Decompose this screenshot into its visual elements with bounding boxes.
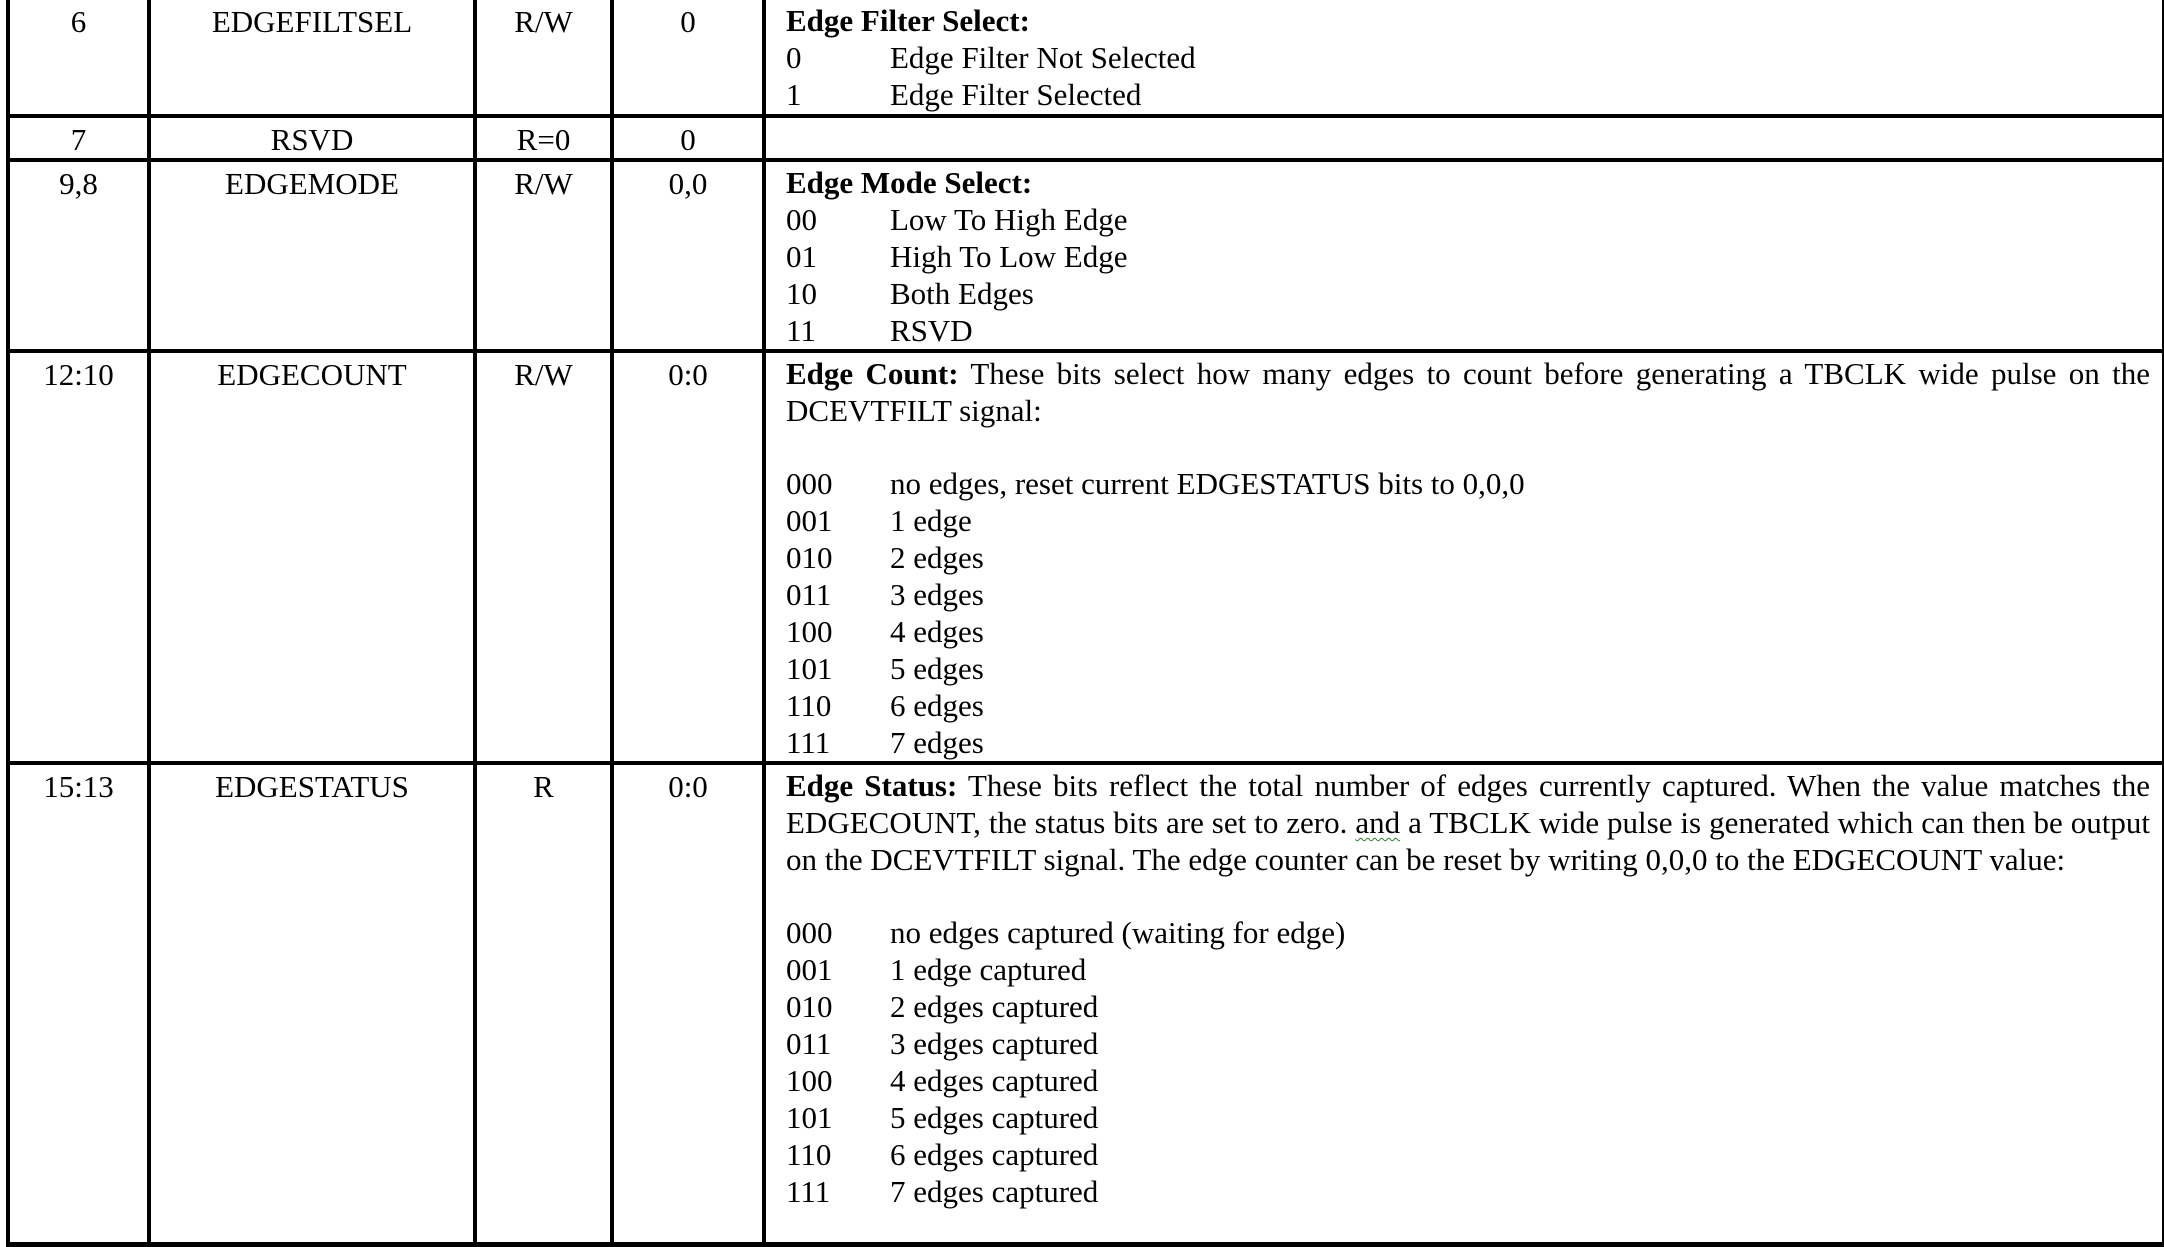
- value-code: 000: [786, 466, 833, 501]
- field-name-cell: EDGEMODE: [149, 160, 475, 351]
- value-meaning: 5 edges captured: [890, 1100, 1099, 1135]
- value-line: [786, 238, 2150, 275]
- value-line: [786, 1062, 2150, 1099]
- value-line: [786, 76, 2150, 113]
- table-row: [8, 160, 2164, 351]
- bit-cell: 7: [8, 116, 149, 160]
- value-meaning: 2 edges: [890, 540, 984, 575]
- table-row: [8, 0, 2164, 116]
- reset-cell: 0,0: [612, 160, 764, 351]
- value-line: [786, 1025, 2150, 1062]
- value-code: 1: [786, 77, 802, 112]
- value-line: [786, 275, 2150, 312]
- value-meaning: 3 edges: [890, 577, 984, 612]
- value-meaning: Both Edges: [890, 276, 1034, 311]
- spacer: [786, 429, 2150, 465]
- value-code: 011: [786, 1026, 832, 1061]
- value-meaning: 7 edges: [890, 725, 984, 760]
- value-meaning: 3 edges captured: [890, 1026, 1099, 1061]
- value-line: [786, 1099, 2150, 1136]
- description-cell: [764, 116, 2164, 160]
- table-row: [8, 116, 2164, 160]
- description-lead: Edge Count:: [786, 356, 959, 391]
- value-code: 101: [786, 1100, 833, 1135]
- field-name-cell: EDGECOUNT: [149, 351, 475, 763]
- table-row: [8, 763, 2164, 1244]
- type-cell: R=0: [475, 116, 612, 160]
- reset-cell: 0:0: [612, 763, 764, 1244]
- value-code: 111: [786, 725, 831, 760]
- value-meaning: no edges captured (waiting for edge): [890, 915, 1346, 950]
- reset-cell: 0: [612, 116, 764, 160]
- value-meaning: Edge Filter Selected: [890, 77, 1142, 112]
- description-cell: [764, 160, 2164, 351]
- value-line: [786, 312, 2150, 349]
- description-cell: [764, 351, 2164, 763]
- value-code: 010: [786, 540, 833, 575]
- value-code: 111: [786, 1174, 831, 1209]
- value-meaning: 1 edge: [890, 503, 972, 538]
- description-text: These bits reflect the total number of edges currently captured. When the value matches the EDGECOUNT, the status bits are set to zero.: [786, 768, 2150, 840]
- value-meaning: 1 edge captured: [890, 952, 1087, 987]
- value-line: [786, 465, 2150, 502]
- value-meaning: 6 edges captured: [890, 1137, 1099, 1172]
- bit-cell: 6: [8, 0, 149, 116]
- value-code: 101: [786, 651, 833, 686]
- value-meaning: Low To High Edge: [890, 202, 1128, 237]
- value-line: [786, 502, 2150, 539]
- value-code: 110: [786, 688, 832, 723]
- value-line: [786, 687, 2150, 724]
- table-row: [8, 351, 2164, 763]
- spacer: [786, 878, 2150, 914]
- field-name-cell: EDGEFILTSEL: [149, 0, 475, 116]
- value-line: [786, 951, 2150, 988]
- description-cell: [764, 0, 2164, 116]
- value-line: [786, 201, 2150, 238]
- grammar-flagged-word: and: [1355, 805, 1401, 840]
- value-code: 11: [786, 313, 816, 348]
- value-meaning: 6 edges: [890, 688, 984, 723]
- value-code: 00: [786, 202, 817, 237]
- description-cell: [764, 763, 2164, 1244]
- value-line: [786, 39, 2150, 76]
- value-line: [786, 650, 2150, 687]
- type-cell: R/W: [475, 351, 612, 763]
- description-text: a TBCLK wide pulse is generated which can then be output on the DCEVTFILT signal. The edge counter can be reset by writing 0,0,0 to the EDGECOUNT value:: [786, 805, 2151, 877]
- description-title: Edge Mode Select:: [786, 165, 1033, 200]
- bit-cell: 9,8: [8, 160, 149, 351]
- reset-cell: 0:0: [612, 351, 764, 763]
- bit-cell: 12:10: [8, 351, 149, 763]
- value-meaning: Edge Filter Not Selected: [890, 40, 1196, 75]
- field-name-cell: EDGESTATUS: [149, 763, 475, 1244]
- value-code: 110: [786, 1137, 832, 1172]
- type-cell: R/W: [475, 0, 612, 116]
- value-code: 011: [786, 577, 832, 612]
- description-title: Edge Filter Select:: [786, 3, 1030, 38]
- type-cell: R: [475, 763, 612, 1244]
- description-text: These bits select how many edges to count before generating a TBCLK wide pulse on the DCEVTFILT signal:: [786, 356, 2150, 428]
- value-code: 0: [786, 40, 802, 75]
- type-cell: R/W: [475, 160, 612, 351]
- value-meaning: 4 edges: [890, 614, 984, 649]
- value-meaning: no edges, reset current EDGESTATUS bits to 0,0,0: [890, 466, 1525, 501]
- value-meaning: 5 edges: [890, 651, 984, 686]
- description-paragraph: [786, 767, 2150, 878]
- bit-cell: 15:13: [8, 763, 149, 1244]
- value-line: [786, 914, 2150, 951]
- value-code: 010: [786, 989, 833, 1024]
- value-line: [786, 1136, 2150, 1173]
- value-meaning: 2 edges captured: [890, 989, 1099, 1024]
- value-line: [786, 724, 2150, 761]
- value-code: 001: [786, 952, 833, 987]
- value-code: 001: [786, 503, 833, 538]
- description-paragraph: [786, 355, 2150, 429]
- value-code: 100: [786, 614, 833, 649]
- description-lead: Edge Status:: [786, 768, 958, 803]
- value-code: 000: [786, 915, 833, 950]
- value-code: 01: [786, 239, 817, 274]
- value-line: [786, 613, 2150, 650]
- field-name-cell: RSVD: [149, 116, 475, 160]
- reset-cell: 0: [612, 0, 764, 116]
- value-meaning: High To Low Edge: [890, 239, 1128, 274]
- value-code: 10: [786, 276, 817, 311]
- value-line: [786, 539, 2150, 576]
- value-line: [786, 1173, 2150, 1210]
- value-code: 100: [786, 1063, 833, 1098]
- value-line: [786, 988, 2150, 1025]
- value-meaning: 4 edges captured: [890, 1063, 1099, 1098]
- value-line: [786, 576, 2150, 613]
- value-meaning: 7 edges captured: [890, 1174, 1099, 1209]
- register-bit-table: [6, 0, 2164, 1247]
- value-meaning: RSVD: [890, 313, 973, 348]
